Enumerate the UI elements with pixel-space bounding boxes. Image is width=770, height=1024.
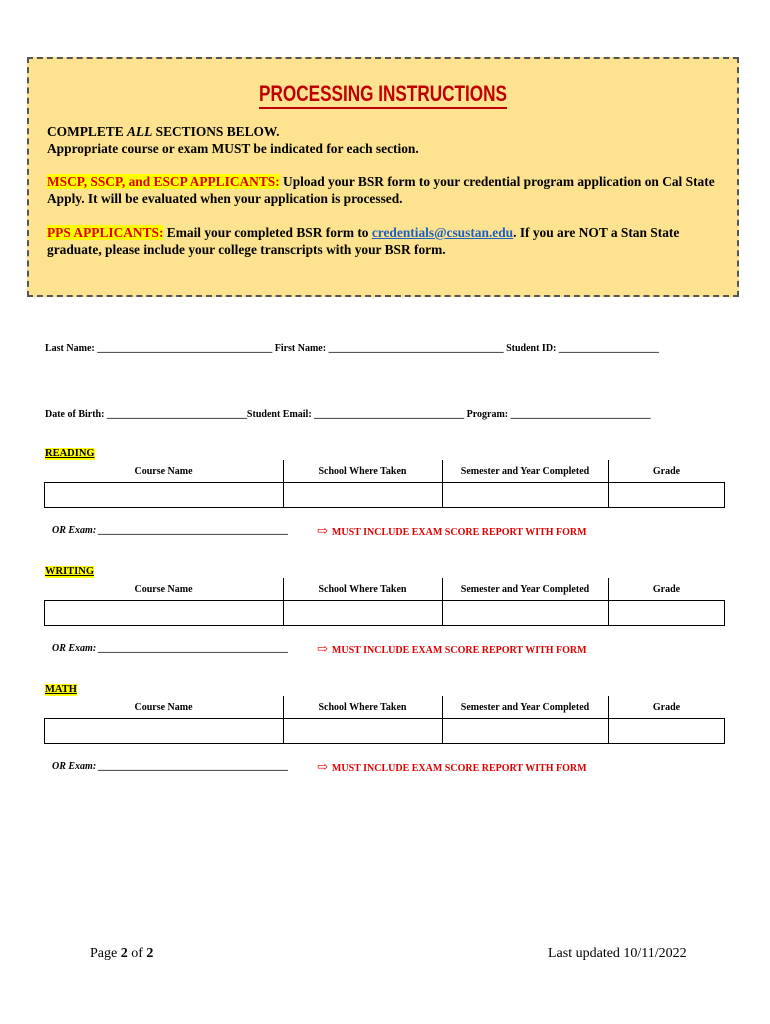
reading-exam-field[interactable]: OR Exam: ______________________________________ <box>52 525 289 536</box>
col-school: School Where Taken <box>283 460 442 483</box>
section-label-writing: WRITING <box>45 566 95 577</box>
col-grade: Grade <box>608 578 725 601</box>
math-course-input[interactable] <box>45 719 284 744</box>
col-school: School Where Taken <box>283 578 442 601</box>
writing-table <box>44 578 725 626</box>
instructions-line-1: COMPLETE ALL SECTIONS BELOW. Appropriate course or exam MUST be indicated for each section. <box>47 124 419 156</box>
arrow-right-icon: ⇨ <box>317 759 328 774</box>
dob-email-program-fields[interactable]: Date of Birth: ____________________________Student Email: ______________________________ Program: ____________________________ <box>45 409 651 420</box>
reading-school-input[interactable] <box>283 483 442 508</box>
page-number: Page 2 of 2 <box>90 946 154 961</box>
arrow-right-icon: ⇨ <box>317 641 328 656</box>
section-label-math: MATH <box>45 684 77 695</box>
col-semester: Semester and Year Completed <box>442 696 608 719</box>
col-course-name: Course Name <box>45 696 284 719</box>
reading-grade-input[interactable] <box>608 483 725 508</box>
reading-exam-note: ⇨ MUST INCLUDE EXAM SCORE REPORT WITH FORM <box>317 523 587 538</box>
instructions-title: PROCESSING INSTRUCTIONS <box>107 81 659 107</box>
math-grade-input[interactable] <box>608 719 725 744</box>
instructions-mscp: MSCP, SSCP, and ESCP APPLICANTS: Upload your BSR form to your credential program application on Cal State Apply. It will be evaluated when your application is processed. <box>47 174 715 206</box>
math-exam-note: ⇨ MUST INCLUDE EXAM SCORE REPORT WITH FORM <box>317 759 587 774</box>
col-school: School Where Taken <box>283 696 442 719</box>
col-course-name: Course Name <box>45 460 284 483</box>
math-exam-field[interactable]: OR Exam: ______________________________________ <box>52 761 289 772</box>
math-table <box>44 696 725 744</box>
writing-exam-note: ⇨ MUST INCLUDE EXAM SCORE REPORT WITH FORM <box>317 641 587 656</box>
email-link[interactable]: credentials@csustan.edu <box>371 225 514 240</box>
reading-course-input[interactable] <box>45 483 284 508</box>
section-label-reading: READING <box>45 448 95 459</box>
math-semester-input[interactable] <box>442 719 608 744</box>
col-course-name: Course Name <box>45 578 284 601</box>
reading-table <box>44 460 725 508</box>
processing-instructions-box <box>27 57 739 297</box>
math-school-input[interactable] <box>283 719 442 744</box>
writing-grade-input[interactable] <box>608 601 725 626</box>
writing-exam-field[interactable]: OR Exam: ______________________________________ <box>52 643 289 654</box>
last-updated: Last updated 10/11/2022 <box>548 946 687 961</box>
col-grade: Grade <box>608 460 725 483</box>
name-id-fields[interactable]: Last Name: ___________________________________ First Name: ___________________________________ Student ID: ____________________ <box>45 343 659 354</box>
writing-school-input[interactable] <box>283 601 442 626</box>
arrow-right-icon: ⇨ <box>317 523 328 538</box>
writing-course-input[interactable] <box>45 601 284 626</box>
reading-semester-input[interactable] <box>442 483 608 508</box>
instructions-pps: PPS APPLICANTS: Email your completed BSR form to credentials@csustan.edu. If you are NOT a Stan State graduate, please include your college transcripts with your BSR form. <box>47 225 680 257</box>
col-semester: Semester and Year Completed <box>442 460 608 483</box>
col-grade: Grade <box>608 696 725 719</box>
writing-semester-input[interactable] <box>442 601 608 626</box>
col-semester: Semester and Year Completed <box>442 578 608 601</box>
